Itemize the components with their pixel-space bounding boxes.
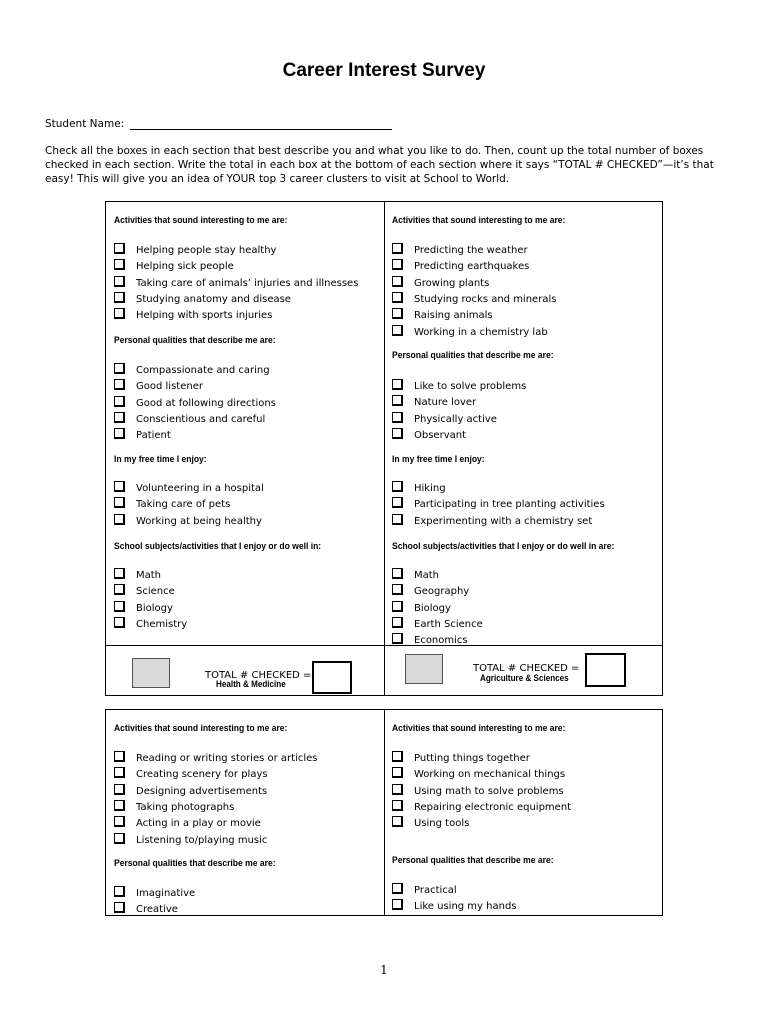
cluster-label: Health & Medicine xyxy=(216,679,286,689)
freetime-heading: In my free time I enjoy: xyxy=(392,454,485,465)
checkbox-label: Helping people stay healthy xyxy=(136,245,277,256)
checkbox[interactable] xyxy=(114,902,125,913)
checkbox[interactable] xyxy=(114,379,125,390)
checkbox[interactable] xyxy=(114,363,125,374)
checkbox[interactable] xyxy=(392,395,403,406)
survey-table-top xyxy=(105,201,663,696)
page-title: Career Interest Survey xyxy=(282,60,486,81)
survey-table-bottom xyxy=(105,709,663,916)
checkbox-label: Economics xyxy=(414,635,468,647)
checkbox-label: Studying rocks and minerals xyxy=(414,293,557,305)
checkbox[interactable] xyxy=(392,379,403,390)
checkbox[interactable] xyxy=(392,816,403,827)
checkbox[interactable] xyxy=(114,428,125,439)
checkbox-label: Creating scenery for plays xyxy=(136,769,268,781)
checkbox[interactable] xyxy=(114,767,125,778)
checkbox[interactable] xyxy=(392,292,403,303)
checkbox-label: Using math to solve problems xyxy=(414,785,564,797)
checkbox-label: Working in a chemistry lab xyxy=(414,326,548,338)
student-name-field[interactable] xyxy=(130,118,392,130)
checkbox[interactable] xyxy=(392,308,403,319)
checkbox[interactable] xyxy=(392,784,403,795)
checkbox-label: Compassionate and caring xyxy=(136,365,270,376)
checkbox[interactable] xyxy=(114,497,125,508)
checkbox-label: Patient xyxy=(136,430,171,442)
checkbox-label: Math xyxy=(136,570,162,581)
student-name-label: Student Name: xyxy=(45,118,125,130)
checkbox-label: Working on mechanical things xyxy=(414,769,566,781)
activities-heading: Activities that sound interesting to me are: xyxy=(114,723,288,734)
checkbox[interactable] xyxy=(392,412,403,423)
checkbox[interactable] xyxy=(392,751,403,762)
checkbox[interactable] xyxy=(392,514,403,525)
checkbox-label: Studying anatomy and disease xyxy=(136,293,291,305)
checkbox[interactable] xyxy=(114,800,125,811)
checkbox[interactable] xyxy=(392,428,403,439)
subjects-heading: School subjects/activities that I enjoy or do well in: xyxy=(114,541,322,552)
checkbox[interactable] xyxy=(114,243,125,254)
checkbox[interactable] xyxy=(114,601,125,612)
tally-box[interactable] xyxy=(132,658,170,688)
checkbox[interactable] xyxy=(392,767,403,778)
total-checked-box[interactable] xyxy=(312,661,352,694)
activities-heading: Activities that sound interesting to me are: xyxy=(392,215,566,226)
checkbox-label: Good listener xyxy=(136,381,203,393)
checkbox[interactable] xyxy=(392,800,403,811)
checkbox-label: Hiking xyxy=(414,483,446,494)
qualities-heading: Personal qualities that describe me are: xyxy=(114,858,276,869)
checkbox-label: Math xyxy=(414,570,440,581)
total-checked-label: TOTAL # CHECKED = xyxy=(473,663,580,674)
checkbox-label: Listening to/playing music xyxy=(136,834,268,846)
checkbox[interactable] xyxy=(392,497,403,508)
activities-heading: Activities that sound interesting to me are: xyxy=(392,723,566,734)
tally-box[interactable] xyxy=(405,654,443,684)
checkbox-label: Taking care of pets xyxy=(136,499,231,511)
checkbox[interactable] xyxy=(392,568,403,579)
checkbox-label: Raising animals xyxy=(414,310,493,322)
checkbox-label: Helping sick people xyxy=(136,261,234,273)
activities-heading: Activities that sound interesting to me are: xyxy=(114,215,288,226)
checkbox-label: Working at being healthy xyxy=(136,515,262,527)
checkbox-label: Conscientious and careful xyxy=(136,413,266,425)
checkbox-label: Like using my hands xyxy=(414,901,517,913)
checkbox-label: Practical xyxy=(414,885,457,896)
checkbox[interactable] xyxy=(114,617,125,628)
subjects-heading: School subjects/activities that I enjoy or do well in are: xyxy=(392,541,615,552)
checkbox[interactable] xyxy=(392,481,403,492)
checkbox[interactable] xyxy=(114,886,125,897)
checkbox[interactable] xyxy=(392,243,403,254)
checkbox-label: Good at following directions xyxy=(136,397,276,409)
checkbox-label: Chemistry xyxy=(136,618,188,630)
total-checked-box[interactable] xyxy=(585,653,626,687)
checkbox-label: Participating in tree planting activities xyxy=(414,499,605,511)
checkbox-label: Acting in a play or movie xyxy=(136,818,261,830)
checkbox[interactable] xyxy=(114,308,125,319)
checkbox-label: Biology xyxy=(414,602,451,614)
checkbox[interactable] xyxy=(114,784,125,795)
checkbox-label: Predicting the weather xyxy=(414,245,528,256)
checkbox-label: Growing plants xyxy=(414,277,490,289)
checkbox-label: Designing advertisements xyxy=(136,785,268,797)
checkbox-label: Using tools xyxy=(414,818,470,830)
cluster-label: Agriculture & Sciences xyxy=(480,673,569,683)
checkbox-label: Experimenting with a chemistry set xyxy=(414,515,593,527)
checkbox-label: Science xyxy=(136,586,175,598)
checkbox[interactable] xyxy=(114,816,125,827)
totals-divider xyxy=(106,645,662,646)
checkbox[interactable] xyxy=(392,617,403,628)
qualities-heading: Personal qualities that describe me are: xyxy=(392,855,554,866)
checkbox[interactable] xyxy=(114,259,125,270)
checkbox[interactable] xyxy=(114,481,125,492)
checkbox-label: Physically active xyxy=(414,413,497,425)
freetime-heading: In my free time I enjoy: xyxy=(114,454,207,465)
checkbox-label: Biology xyxy=(136,602,173,614)
checkbox[interactable] xyxy=(114,751,125,762)
checkbox-label: Creative xyxy=(136,904,178,916)
checkbox[interactable] xyxy=(392,601,403,612)
checkbox[interactable] xyxy=(114,292,125,303)
checkbox[interactable] xyxy=(392,325,403,336)
checkbox[interactable] xyxy=(114,514,125,525)
student-name-row xyxy=(45,118,392,130)
column-divider xyxy=(384,710,385,915)
checkbox[interactable] xyxy=(114,396,125,407)
checkbox-label: Repairing electronic equipment xyxy=(414,801,572,813)
checkbox[interactable] xyxy=(392,584,403,595)
instructions: Check all the boxes in each section that best describe you and what you like to do. Then, count up the total number of boxes checked in each section. Write the total in each box at the bottom of each section where it says “TOTAL # CHECKED”—it’s that easy! This will give you an idea of YOUR top 3 career clusters to visit at School to World. xyxy=(45,145,714,185)
qualities-heading: Personal qualities that describe me are: xyxy=(114,335,276,346)
checkbox-label: Helping with sports injuries xyxy=(136,310,273,322)
checkbox[interactable] xyxy=(114,833,125,844)
checkbox[interactable] xyxy=(392,883,403,894)
checkbox-label: Geography xyxy=(414,586,470,598)
checkbox-label: Imaginative xyxy=(136,888,196,899)
checkbox-label: Volunteering in a hospital xyxy=(136,483,264,494)
checkbox-label: Predicting earthquakes xyxy=(414,261,530,273)
total-checked-label: TOTAL # CHECKED = xyxy=(205,670,312,681)
checkbox[interactable] xyxy=(392,899,403,910)
checkbox[interactable] xyxy=(114,568,125,579)
checkbox[interactable] xyxy=(392,259,403,270)
checkbox-label: Like to solve problems xyxy=(414,381,527,392)
checkbox[interactable] xyxy=(392,633,403,644)
checkbox-label: Nature lover xyxy=(414,397,477,409)
checkbox[interactable] xyxy=(114,584,125,595)
qualities-heading: Personal qualities that describe me are: xyxy=(392,350,554,361)
checkbox[interactable] xyxy=(114,412,125,423)
checkbox-label: Taking photographs xyxy=(136,801,235,813)
checkbox-label: Putting things together xyxy=(414,753,530,764)
checkbox-label: Reading or writing stories or articles xyxy=(136,753,318,764)
checkbox-label: Observant xyxy=(414,429,466,441)
checkbox-label: Earth Science xyxy=(414,618,483,630)
column-divider xyxy=(384,202,385,695)
checkbox-label: Taking care of animals’ injuries and illnesses xyxy=(136,277,359,289)
checkbox[interactable] xyxy=(392,276,403,287)
page-number: 1 xyxy=(380,963,388,977)
checkbox[interactable] xyxy=(114,276,125,287)
